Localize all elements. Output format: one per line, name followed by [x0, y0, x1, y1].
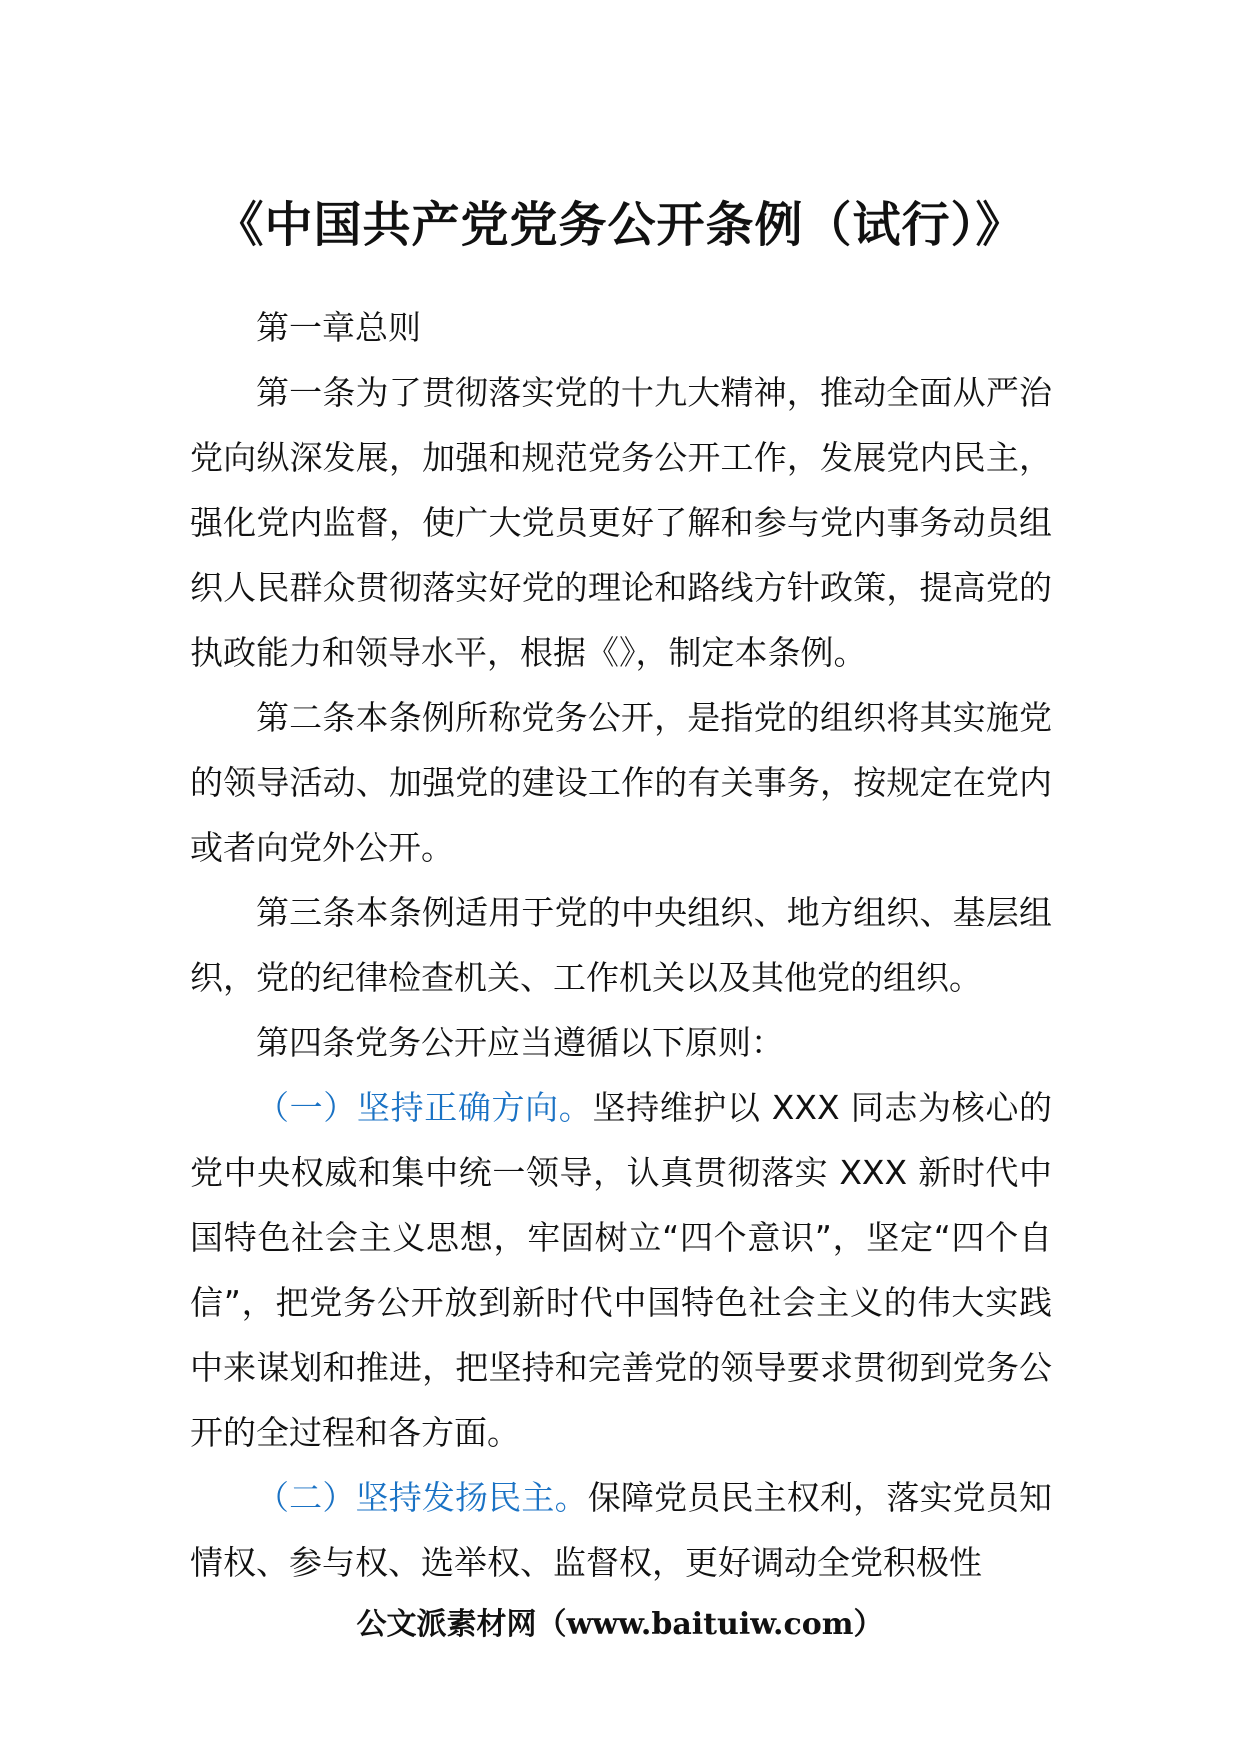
principle-2-text: 保障党员民主权利，落实党员知情权、参与权、选举权、监督权，更好调动全党积极性: [190, 1478, 1053, 1582]
article-3: 第三条本条例适用于党的中央组织、地方组织、基层组织，党的纪律检查机关、工作机关以及其他党的组织。: [190, 893, 1052, 997]
principle-2-heading: （二）坚持发扬民主。: [256, 1478, 588, 1517]
article-4: 第四条党务公开应当遵循以下原则：: [256, 1023, 784, 1062]
principle-1: [190, 1075, 1052, 1465]
principle-1-heading: （一）坚持正确方向。: [256, 1088, 593, 1127]
principle-1-text: 坚持维护以 XXX 同志为核心的党中央权威和集中统一领导，认真贯彻落实 XXX 新时代中国特色社会主义思想，牢固树立“四个意识”，坚定“四个自信”，把党务公开放到新时代中国特色社会主义的伟大实践中来谋划和推进，把坚持和完善党的领导要求贯彻到党务公开的全过程和各方面。: [190, 1088, 1052, 1452]
chapter-heading: 第一章总则: [256, 308, 421, 347]
footer-watermark: 公文派素材网（www.baituiw.com）: [356, 1607, 884, 1642]
principle-2: [190, 1465, 1052, 1595]
document-title: 《中国共产党党务公开条例（试行）》: [215, 197, 1025, 253]
article-1: 第一条为了贯彻落实党的十九大精神，推动全面从严治党向纵深发展，加强和规范党务公开工作，发展党内民主，强化党内监督，使广大党员更好了解和参与党内事务动员组织人民群众贯彻落实好党的理论和路线方针政策，提高党的执政能力和领导水平，根据《》，制定本条例。: [190, 373, 1052, 672]
article-2: 第二条本条例所称党务公开，是指党的组织将其实施党的领导活动、加强党的建设工作的有关事务，按规定在党内或者向党外公开。: [190, 698, 1052, 867]
document-body: [190, 295, 1052, 1595]
